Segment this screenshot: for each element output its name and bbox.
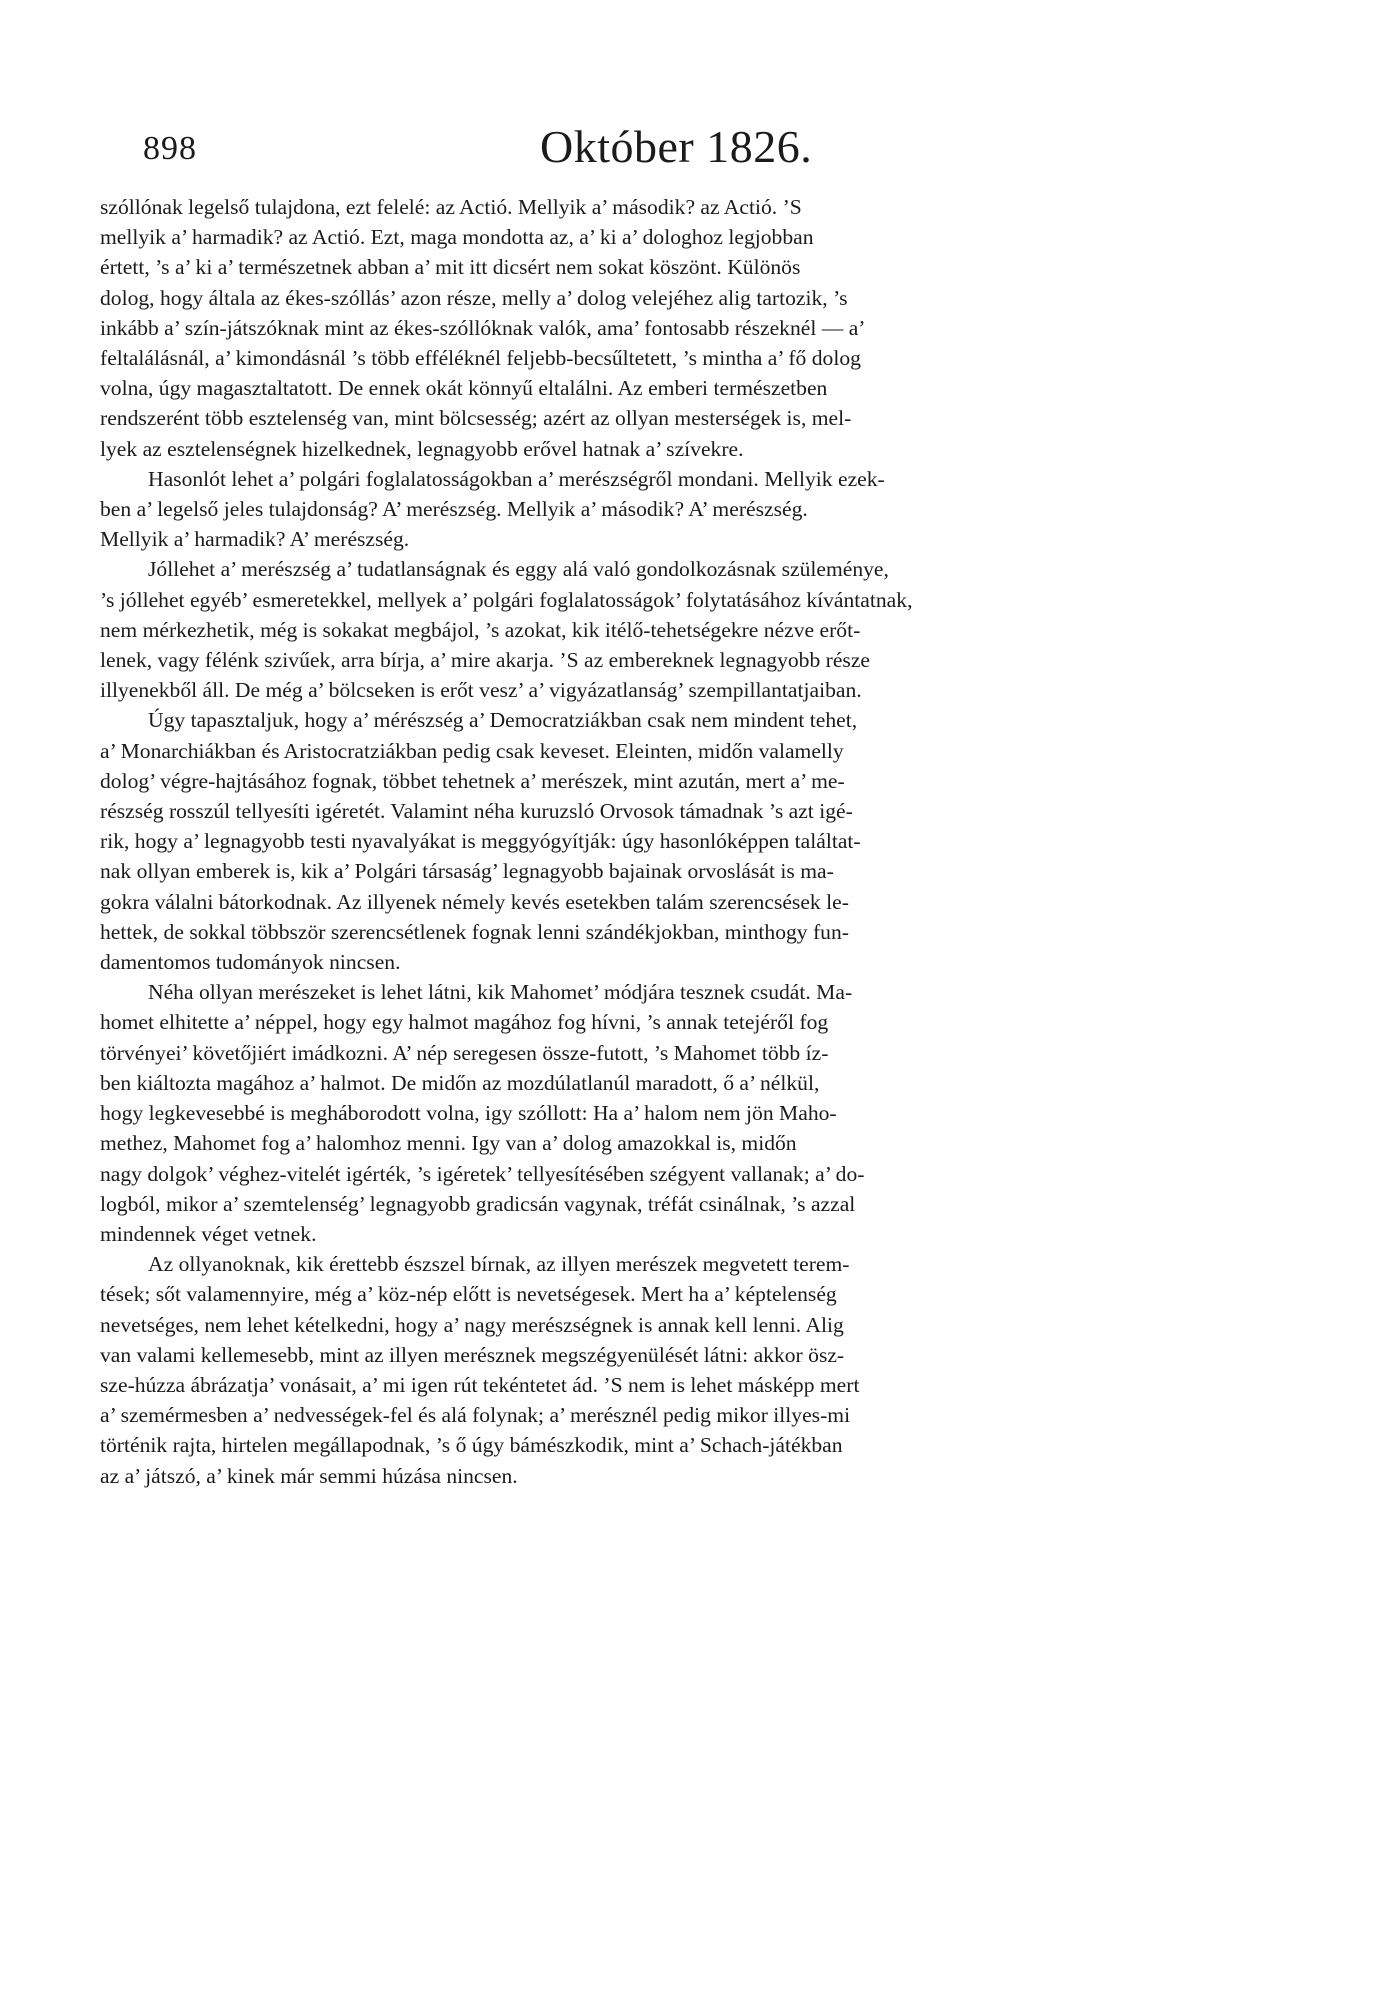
body-text [100, 192, 1250, 1491]
text-line: törvényei’ követőjiért imádkozni. A’ nép seregesen össze-futott, ’s Mahomet több íz- [100, 1040, 829, 1065]
text-line: inkább a’ szín-játszóknak mint az ékes-szóllóknak valók, ama’ fontosabb részeknél — a’ [100, 315, 866, 340]
text-line: ’s jóllehet egyéb’ esmeretekkel, mellyek a’ polgári foglalatosságok’ folytatásához kívántatnak, [100, 587, 913, 612]
text-line: a’ szemérmesben a’ nedvességek-fel és alá folynak; a’ merésznél pedig mikor illyes-mi [100, 1403, 851, 1428]
running-title: Október 1826. [540, 121, 813, 172]
text-line: Mellyik a’ harmadik? A’ merészség. [100, 527, 410, 552]
text-line: hogy legkevesebbé is megháborodott volna, igy szóllott: Ha a’ halom nem jön Maho- [100, 1101, 837, 1126]
text-line: szóllónak legelső tulajdona, ezt felelé: az Actió. Mellyik a’ második? az Actió. ’S [100, 195, 802, 219]
page-header [135, 120, 1255, 180]
text-line: logból, mikor a’ szemtelenség’ legnagyobb gradicsán vagynak, tréfát csinálnak, ’s azzal [100, 1191, 856, 1216]
text-line: rendszerént több esztelenség van, mint bölcsesség; azért az ollyan mesterségek is, mel- [100, 406, 852, 431]
page-number: 898 [143, 130, 197, 167]
paragraph-first-line: Néha ollyan merészeket is lehet látni, kik Mahomet’ módjára tesznek csudát. Ma- [148, 980, 853, 1005]
text-line: rik, hogy a’ legnagyobb testi nyavalyákat is meggyógyítják: úgy hasonlóképpen találtat- [100, 829, 861, 854]
text-line: mindennek véget vetnek. [100, 1221, 317, 1246]
text-line: illyenekből áll. De még a’ bölcseken is erőt vesz’ a’ vigyázatlanság’ szempillantatjaiban. [100, 678, 862, 703]
text-line: methez, Mahomet fog a’ halomhoz menni. Igy van a’ dolog amazokkal is, midőn [100, 1131, 797, 1156]
text-line: feltalálásnál, a’ kimondásnál ’s több efféléknél feljebb-becsűltetett, ’s mintha a’ fő dolog [100, 346, 861, 371]
text-line: hettek, de sokkal többször szerencsétlenek fognak lenni szándékjokban, minthogy fun- [100, 919, 849, 944]
text-line: nem mérkezhetik, még is sokakat megbájol, ’s azokat, kik itélő-tehetségekre nézve erőt- [100, 617, 861, 642]
paragraph-first-line: Az ollyanoknak, kik érettebb észszel bírnak, az illyen merészek megvetett terem- [148, 1252, 850, 1277]
text-line: nagy dolgok’ véghez-vitelét igérték, ’s igéretek’ tellyesítésében szégyent vallanak; a’ do- [100, 1161, 865, 1186]
text-line: sze-húzza ábrázatja’ vonásait, a’ mi igen rút tekéntetet ád. ’S nem is lehet másképp mert [100, 1372, 860, 1397]
paragraph-first-line: Jóllehet a’ merészség a’ tudatlanságnak és eggy alá való gondolkozásnak szüleménye, [148, 557, 889, 582]
text-line: volna, úgy magasztaltatott. De ennek okát könnyű eltalálni. Az emberi természetben [100, 376, 828, 401]
text-line: gokra válalni bátorkodnak. Az illyenek némely kevés esetekben talám szerencsések le- [100, 889, 849, 914]
text-line: nevetséges, nem lehet kételkedni, hogy a’ nagy merészségnek is annak kell lenni. Alig [100, 1312, 844, 1337]
text-line: nak ollyan emberek is, kik a’ Polgári társaság’ legnagyobb bajainak orvoslását is ma- [100, 859, 834, 884]
text-line: ben a’ legelső jeles tulajdonság? A’ merészség. Mellyik a’ második? A’ merészség. [100, 497, 808, 522]
text-line: a’ Monarchiákban és Aristocratziákban pedig csak keveset. Eleinten, midőn valamelly [100, 738, 844, 763]
text-line: lyek az esztelenségnek hizelkednek, legnagyobb erővel hatnak a’ szívekre. [100, 436, 744, 461]
text-line: részség rosszúl tellyesíti igéretét. Valamint néha kuruzsló Orvosok támadnak ’s azt igé- [100, 799, 853, 824]
text-line: értett, ’s a’ ki a’ természetnek abban a’ mit itt dicsért nem sokat köszönt. Különös [100, 255, 801, 280]
paragraph-first-line: Úgy tapasztaljuk, hogy a’ mérészség a’ Democratziákban csak nem mindent tehet, [148, 708, 858, 733]
paragraph-first-line: Hasonlót lehet a’ polgári foglalatosságokban a’ merészségről mondani. Mellyik ezek- [148, 466, 885, 491]
text-line: az a’ játszó, a’ kinek már semmi húzása nincsen. [100, 1463, 518, 1488]
text-line: damentomos tudományok nincsen. [100, 950, 401, 975]
text-line: lenek, vagy félénk szivűek, arra bírja, a’ mire akarja. ’S az embereknek legnagyobb része [100, 648, 871, 673]
text-line: dolog’ végre-hajtásához fognak, többet tehetnek a’ merészek, mint azután, mert a’ me- [100, 768, 845, 793]
text-line: ben kiáltozta magához a’ halmot. De midőn az mozdúlatlanúl maradott, ő a’ nélkül, [100, 1070, 820, 1095]
text-line: van valami kellemesebb, mint az illyen merésznek megszégyenülését látni: akkor ösz- [100, 1342, 845, 1367]
text-line: történik rajta, hirtelen megállapodnak, ’s ő úgy bámészkodik, mint a’ Schach-játékban [100, 1433, 843, 1458]
text-line: homet elhitette a’ néppel, hogy egy halmot magához fog hívni, ’s annak tetejéről fog [100, 1010, 829, 1035]
text-line: tések; sőt valamennyire, még a’ köz-nép előtt is nevetségesek. Mert ha a’ képtelenség [100, 1282, 837, 1307]
text-line: mellyik a’ harmadik? az Actió. Ezt, maga mondotta az, a’ ki a’ dologhoz legjobban [100, 225, 814, 250]
text-line: dolog, hogy általa az ékes-szóllás’ azon része, melly a’ dolog velejéhez alig tartozik, ’s [100, 285, 848, 310]
